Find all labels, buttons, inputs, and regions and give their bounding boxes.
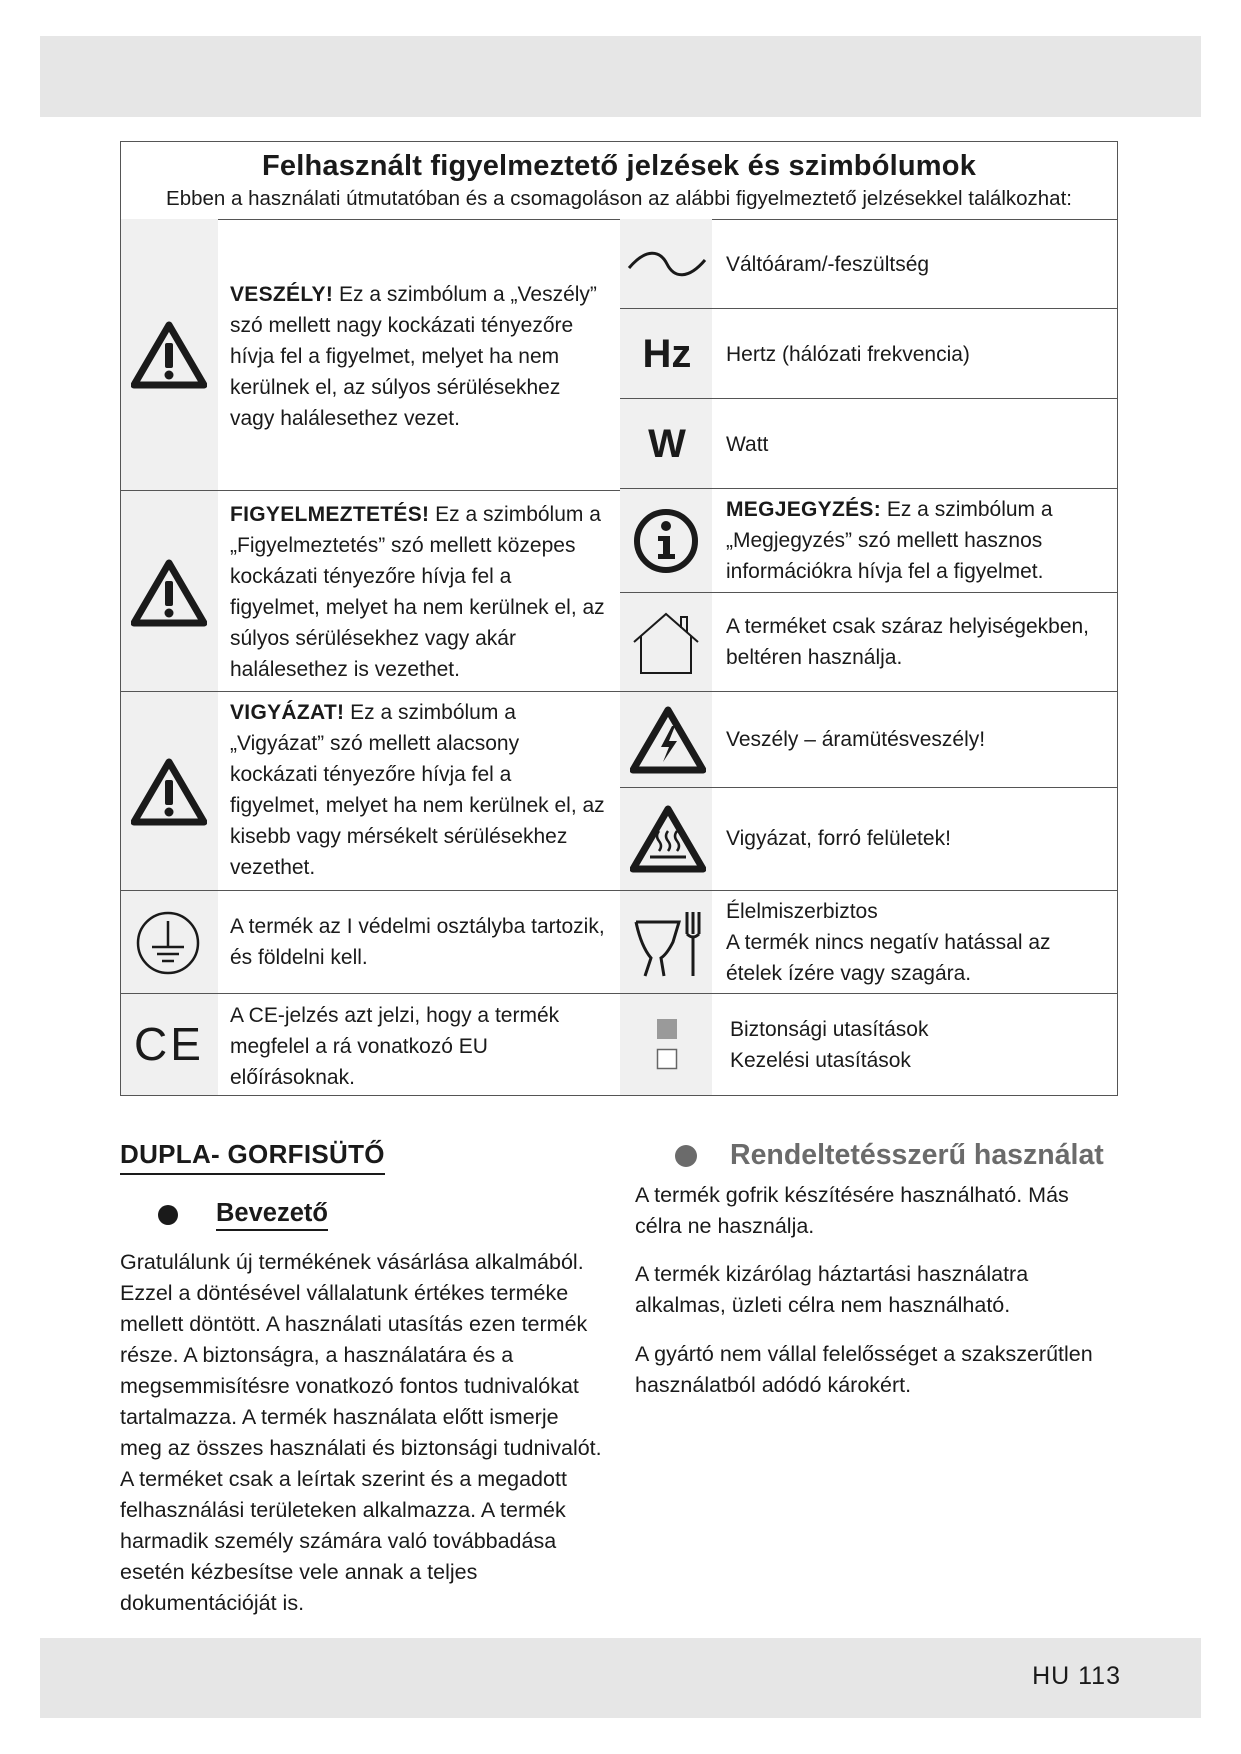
electric-shock-icon bbox=[628, 704, 708, 776]
row-watt bbox=[620, 399, 1117, 489]
row-protection-class bbox=[121, 891, 620, 994]
watt-text: Watt bbox=[726, 433, 769, 456]
intended-use-p1: A termék gofrik készítésére használható. Más célra ne használja. bbox=[635, 1183, 1069, 1238]
protection-class-text: A termék az I védelmi osztályba tartozik, és földelni kell. bbox=[230, 915, 605, 969]
food-safe-title: Élelmiszerbiztos bbox=[726, 900, 878, 923]
intro-heading bbox=[158, 1199, 328, 1231]
shock-text: Veszély – áramütésveszély! bbox=[726, 728, 986, 751]
row-ac bbox=[620, 219, 1117, 309]
symbols-table bbox=[120, 141, 1118, 1096]
safety-instructions-label: Biztonsági utasítások bbox=[730, 1018, 929, 1041]
intro-text: Gratulálunk új termékének vásárlása alkalmából. Ezzel a döntésével vállalatunk értékes terméke mellett döntött. A használati utasítás ezen termék része. A biztonságra, a használatára és a megsemmisítésre vonatkozó fontos tudnivalókat tartalmazza. A termék használata előtt ismerje meg az összes használati és biztonsági tudnivalót. A terméket csak a leírtak szerint és a megadott felhasználási területeken alkalmazza. A termék harmadik személy számára való továbbadása esetén kézbesítse vele annak a teljes dokumentációját is. bbox=[120, 1250, 602, 1615]
product-title: DUPLA- GORFISÜTŐ bbox=[120, 1139, 385, 1175]
intended-use-p3: A gyártó nem vállal felelősséget a szakszerűtlen használatból adódó károkért. bbox=[635, 1342, 1093, 1397]
intended-use-p2: A termék kizárólag háztartási használatra alkalmas, üzleti célra nem használható. bbox=[635, 1262, 1029, 1317]
warning-triangle-icon bbox=[129, 553, 209, 633]
food-safe-icon bbox=[630, 905, 706, 981]
watt-icon: W bbox=[648, 421, 686, 466]
bullet-dot-icon bbox=[675, 1145, 697, 1167]
info-icon bbox=[632, 507, 700, 575]
intended-use-heading bbox=[675, 1139, 1104, 1172]
indoor-text: A terméket csak száraz helyiségekben, beltéren használja. bbox=[726, 615, 1090, 669]
hot-surface-icon bbox=[628, 803, 708, 875]
row-hot-surface bbox=[620, 788, 1117, 891]
row-note bbox=[620, 489, 1117, 593]
hertz-icon: Hz bbox=[642, 331, 692, 376]
table-header bbox=[121, 142, 1117, 220]
table-title: Felhasznált figyelmeztető jelzések és szimbólumok bbox=[261, 150, 977, 182]
ce-mark-icon: CE bbox=[134, 1018, 204, 1070]
filled-square-icon bbox=[654, 1016, 680, 1042]
row-caution bbox=[121, 692, 620, 891]
warning-triangle-icon bbox=[129, 752, 209, 832]
note-description: MEGJEGYZÉS: Ez a szimbólum a „Megjegyzés” szó mellett hasznos információkra hívja fel a figyelmet. bbox=[726, 498, 1053, 583]
table-right-column bbox=[620, 219, 1117, 1095]
row-food-safe bbox=[620, 891, 1117, 994]
footer-band bbox=[40, 1638, 1201, 1718]
ac-text: Váltóáram/-feszültség bbox=[726, 253, 930, 276]
alternating-current-icon bbox=[625, 249, 709, 279]
operating-instructions-label: Kezelési utasítások bbox=[730, 1049, 911, 1072]
warning-triangle-icon bbox=[129, 315, 209, 395]
row-ce bbox=[121, 994, 620, 1095]
intended-use-heading-text: Rendeltetésszerű használat bbox=[730, 1139, 1104, 1171]
caution-description: VIGYÁZAT! Ez a szimbólum a „Vigyázat” szó mellett alacsony kockázati tényezőre hívja fel a figyelmet, melyet ha nem kerülnek el, az kisebb vagy mérsékelt sérülésekhez vezethet. bbox=[230, 701, 605, 879]
row-electric-shock bbox=[620, 692, 1117, 788]
warning-description: FIGYELMEZTETÉS! Ez a szimbólum a „Figyelmeztetés” szó mellett közepes kockázati tényezőre hívja fel a figyelmet, melyet ha nem kerülnek el, az súlyos sérülésekhez vagy akár halálesethez is vezethet. bbox=[230, 503, 605, 681]
food-safe-description bbox=[726, 896, 1107, 989]
hz-text: Hertz (hálózati frekvencia) bbox=[726, 343, 970, 366]
house-icon bbox=[628, 607, 704, 679]
hot-surface-text: Vigyázat, forró felületek! bbox=[726, 827, 951, 850]
row-indoor bbox=[620, 593, 1117, 692]
page-number: HU 113 bbox=[1032, 1662, 1121, 1690]
food-safe-text: A termék nincs negatív hatással az ételek ízére vagy szagára. bbox=[726, 931, 1051, 985]
row-danger bbox=[121, 219, 620, 491]
ground-symbol-icon bbox=[134, 909, 202, 977]
empty-square-icon bbox=[654, 1046, 680, 1072]
table-subtitle: Ebben a használati útmutatóban és a csomagoláson az alábbi figyelmeztető jelzésekkel találkozhat: bbox=[166, 187, 1072, 210]
danger-description: VESZÉLY! Ez a szimbólum a „Veszély” szó mellett nagy kockázati tényezőre hívja fel a figyelmet, melyet ha nem kerülnek el, az súlyos sérülésekhez vagy halálesethez vezet. bbox=[230, 283, 597, 430]
table-left-column bbox=[121, 219, 621, 1095]
intro-heading-text: Bevezető bbox=[216, 1199, 328, 1231]
header-band bbox=[40, 36, 1201, 117]
row-warning bbox=[121, 491, 620, 692]
bullet-dot-icon bbox=[158, 1205, 178, 1225]
ce-text: A CE-jelzés azt jelzi, hogy a termék megfelel a rá vonatkozó EU előírásoknak. bbox=[230, 1004, 560, 1089]
row-instructions-legend bbox=[620, 994, 1117, 1095]
instructions-legend-text bbox=[730, 1014, 1107, 1076]
row-hz bbox=[620, 309, 1117, 399]
